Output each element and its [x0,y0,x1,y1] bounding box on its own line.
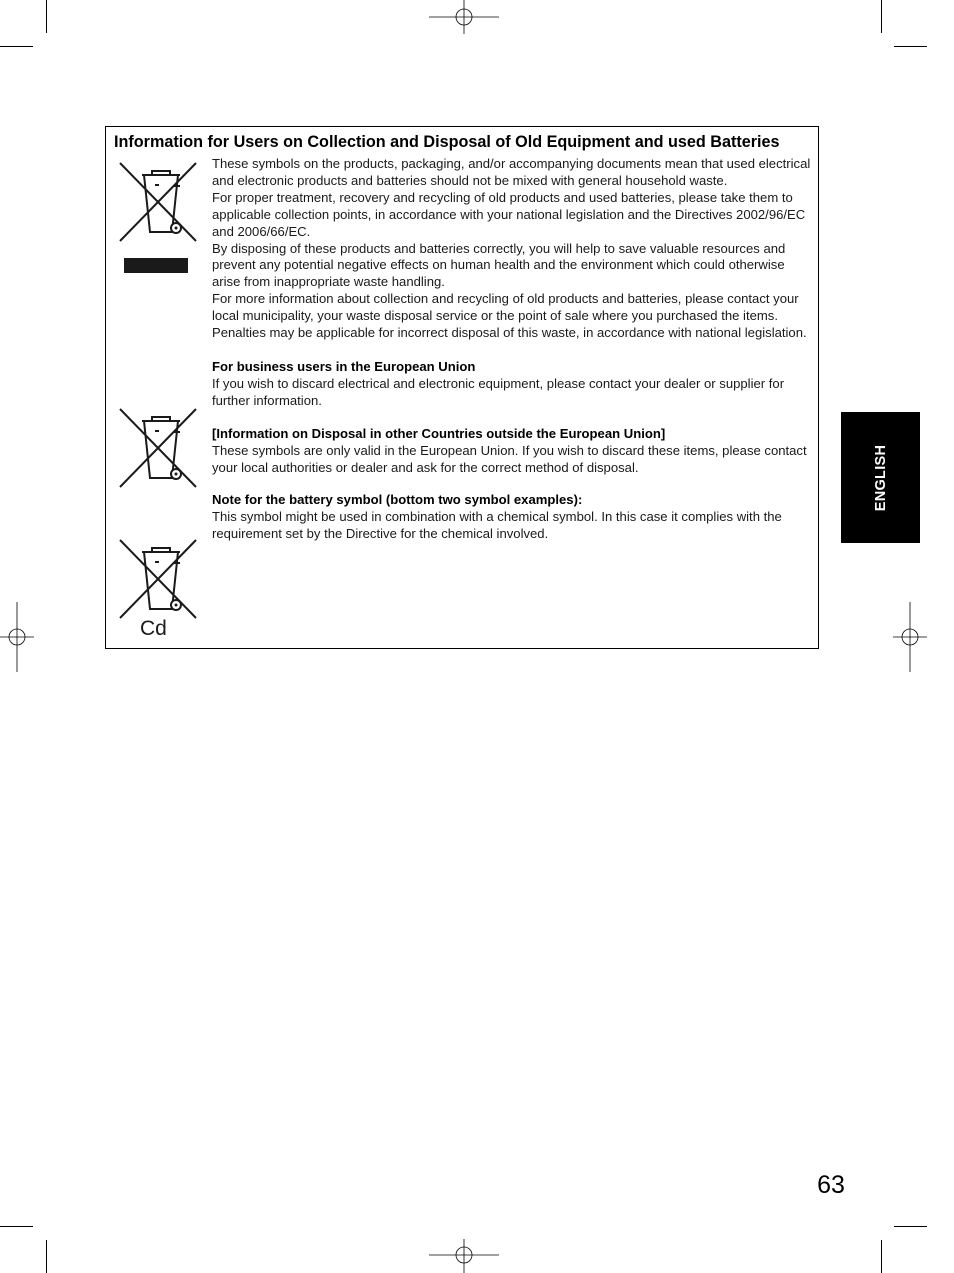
registration-mark-left [0,602,36,672]
registration-mark-right [892,602,928,672]
crossed-out-wheeled-bin-icon [118,161,198,243]
crop-mark [0,1226,33,1227]
crop-mark [881,0,882,33]
crossed-out-wheeled-bin-icon [118,538,198,620]
crossed-out-wheeled-bin-icon [118,407,198,489]
outside-eu-body: These symbols are only valid in the European Union. If you wish to discard these items, please contact your local authorities or dealer and ask for the correct method of disposal. [212,442,807,475]
crop-mark [0,46,33,47]
info-title: Information for Users on Collection and Disposal of Old Equipment and used Batteries [114,133,780,151]
solid-bar-symbol [124,258,188,273]
battery-note-heading: Note for the battery symbol (bottom two symbol examples): [212,492,583,508]
info-box [105,126,819,649]
language-tab [841,412,920,543]
crop-mark [894,1226,927,1227]
crop-mark [894,46,927,47]
crop-mark [881,1240,882,1273]
crop-mark [46,1240,47,1273]
outside-eu-heading: [Information on Disposal in other Countries outside the European Union] [212,425,666,441]
paragraph: These symbols on the products, packaging, and/or accompanying documents mean that used electrical and electronic products and batteries should not be mixed with general household waste. [212,156,811,188]
body-text [212,156,812,543]
registration-mark-bottom [429,1238,499,1273]
crop-mark [46,0,47,33]
registration-mark-top [429,0,499,36]
paragraph: For proper treatment, recovery and recycling of old products and used batteries, please take them to applicable collection points, in accordance with your national legislation and the Directives 2002/96/EC and 2006/66/EC. [212,189,806,239]
business-body: If you wish to discard electrical and electronic equipment, please contact your dealer or supplier for further information. [212,375,785,408]
page-number: 63 [817,1171,845,1199]
paragraph: Penalties may be applicable for incorrect disposal of this waste, in accordance with national legislation. [212,325,807,341]
business-heading: For business users in the European Union [212,358,476,374]
battery-note-body: This symbol might be used in combination with a chemical symbol. In this case it complies with the requirement set by the Directive for the chemical involved. [212,509,782,542]
chemical-symbol-cd: Cd [140,617,167,640]
paragraph: For more information about collection and recycling of old products and batteries, please contact your local municipality, your waste disposal service or the point of sale where you purchased the items. [212,291,799,324]
language-tab-label: ENGLISH [872,444,889,511]
paragraph: By disposing of these products and batteries correctly, you will help to save valuable resources and prevent any potential negative effects on human health and the environment which could otherwise arise from inappropriate waste handling. [212,240,786,290]
